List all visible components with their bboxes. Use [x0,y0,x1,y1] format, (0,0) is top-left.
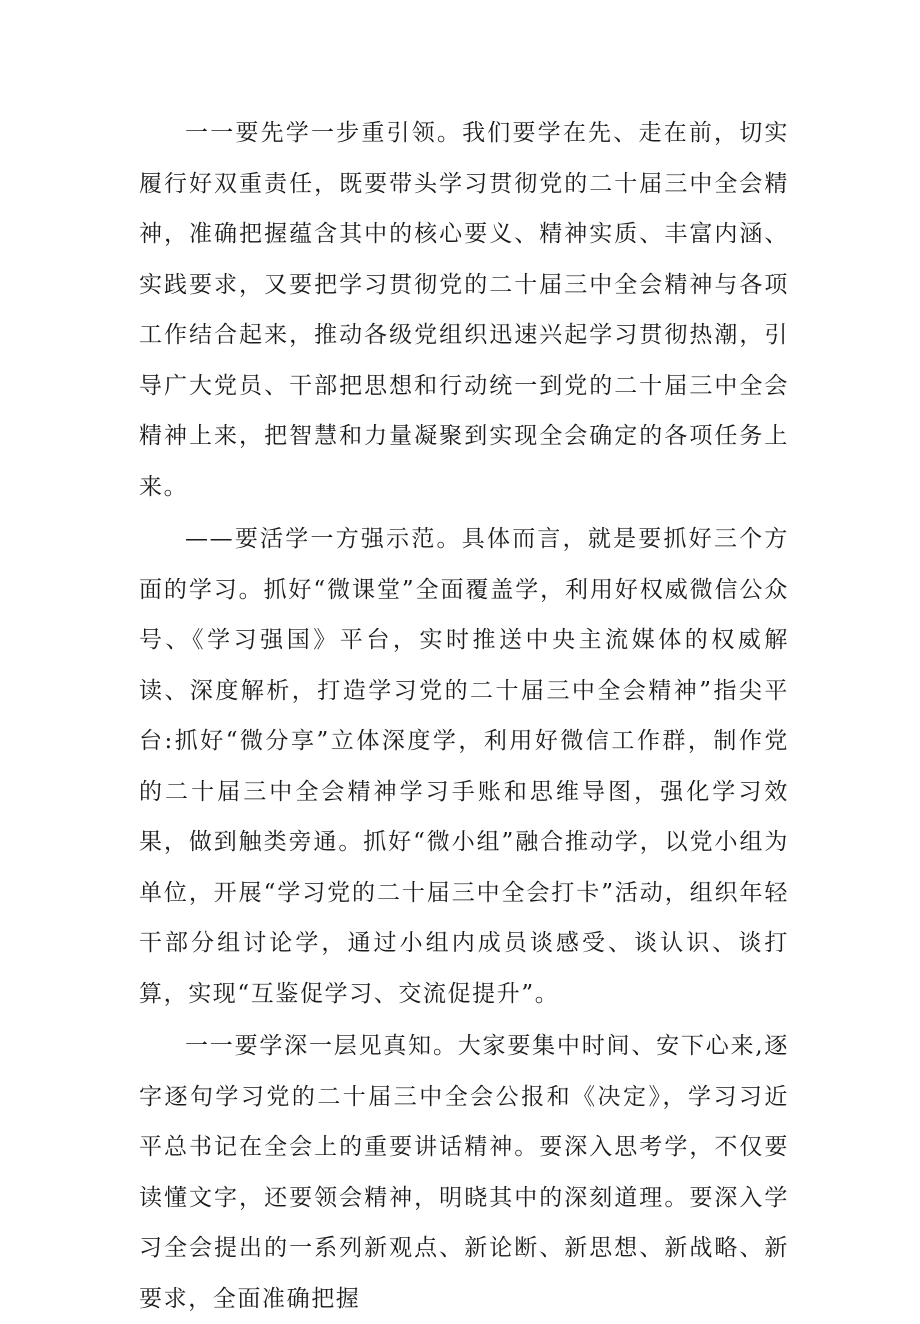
paragraph-first-lead-study: 一一要先学一步重引领。我们要学在先、走在前，切实履行好双重责任，既要带头学习贯彻党的二十届三中全会精神，准确把握蕴含其中的核心要义、精神实质、丰富内涵、实践要求，又要把学习贯彻党的二十届三中全会精神与各项工作结合起来，推动各级党组织迅速兴起学习贯彻热潮，引导广大党员、干部把思想和行动统一到党的二十届三中全会精神上来，把智慧和力量凝聚到实现全会确定的各项任务上来。 [139,120,789,500]
document-body [139,108,789,1324]
paragraph-flexible-study: ——要活学一方强示范。具体而言，就是要抓好三个方面的学习。抓好“微课堂”全面覆盖学，利用好权威微信公众号、《学习强国》平台，实时推送中央主流媒体的权威解读、深度解析，打造学习党的二十届三中全会精神”指尖平台:抓好“微分享”立体深度学，利用好微信工作群，制作党的二十届三中全会精神学习手账和思维导图，强化学习效果，做到触类旁通。抓好“微小组”融合推动学，以党小组为单位，开展“学习党的二十届三中全会打卡”活动，组织年轻干部分组讨论学，通过小组内成员谈感受、谈认识、谈打算，实现“互鉴促学习、交流促提升”。 [139,526,789,1007]
paragraph-deep-study: 一一要学深一层见真知。大家要集中时间、安下心来,逐字逐句学习党的二十届三中全会公报和《决定》，学习习近平总书记在全会上的重要讲话精神。要深入思考学，不仅要读懂文字，还要领会精神，明晓其中的深刻道理。要深入学习全会提出的一系列新观点、新论断、新思想、新战略、新要求，全面准确把握 [139,1033,789,1312]
